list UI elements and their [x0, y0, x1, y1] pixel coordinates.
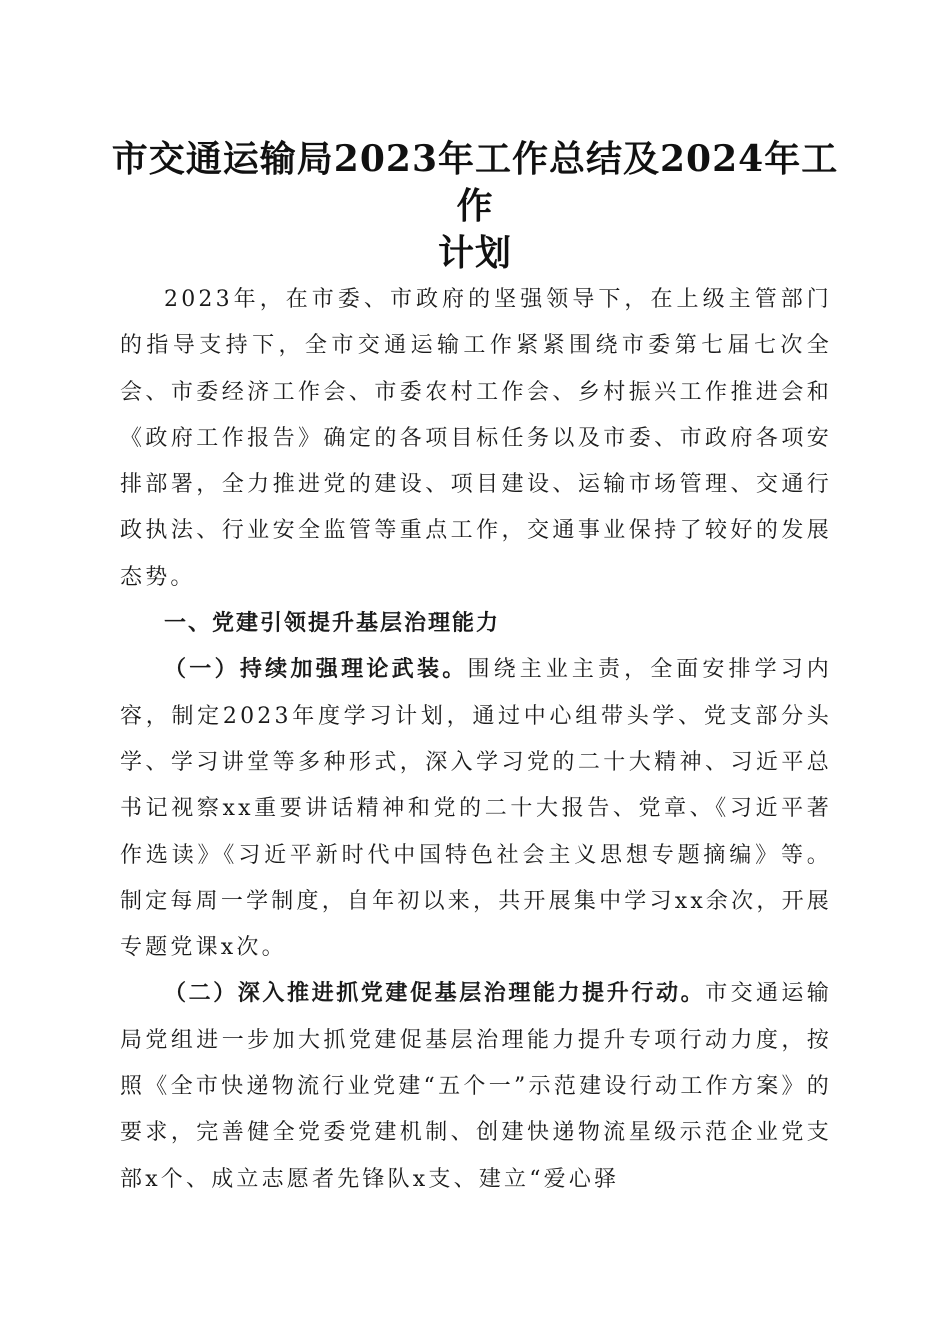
title-line-1: 市交通运输局2023年工作总结及2024年工作 [111, 138, 839, 227]
item-2-paragraph [120, 971, 832, 1202]
item-2-lead: （二）深入推进抓党建促基层治理能力提升行动。 [164, 981, 706, 1007]
document-title [110, 136, 840, 277]
section-1-heading: 一、党建引领提升基层治理能力 [164, 611, 501, 637]
item-2-text: 市交通运输局党组进一步加大抓党建促基层治理能力提升专项行动力度，按照《全市快递物流行业党建“五个一”示范建设行动工作方案》的要求，完善健全党委党建机制、创建快递物流星级示范企业党支部x个、成立志愿者先锋队x支、建立“爱心驿 [120, 981, 832, 1192]
title-line-2: 计划 [437, 232, 512, 274]
intro-paragraph: 2023年，在市委、市政府的坚强领导下，在上级主管部门的指导支持下，全市交通运输工作紧紧围绕市委第七届七次全会、市委经济工作会、市委农村工作会、乡村振兴工作推进会和《政府工作报告》确定的各项目标任务以及市委、市政府各项安排部署，全力推进党的建设、项目建设、运输市场管理、交通行政执法、行业安全监管等重点工作，交通事业保持了较好的发展态势。 [120, 287, 832, 590]
item-1-paragraph [120, 647, 832, 971]
item-1-text: 围绕主业主责，全面安排学习内容，制定2023年度学习计划，通过中心组带头学、党支部分头学、学习讲堂等多种形式，深入学习党的二十大精神、习近平总书记视察xx重要讲话精神和党的二十大报告、党章、《习近平著作选读》《习近平新时代中国特色社会主义思想专题摘编》等。制定每周一学制度，自年初以来，共开展集中学习xx余次，开展专题党课x次。 [120, 657, 832, 961]
document-body [120, 277, 832, 1203]
item-1-lead: （一）持续加强理论武装。 [164, 657, 468, 683]
